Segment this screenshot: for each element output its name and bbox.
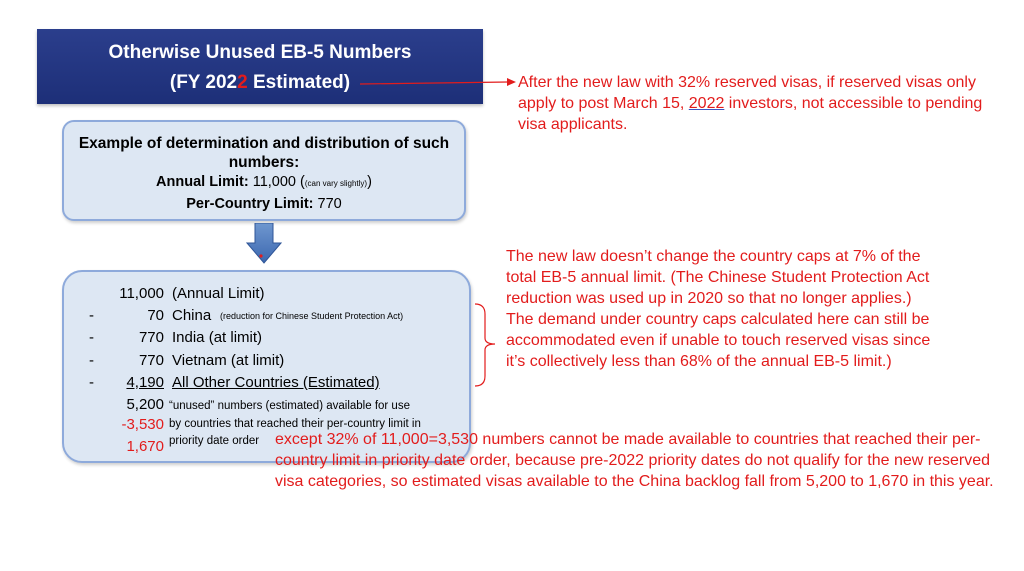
down-arrow-icon (246, 223, 282, 265)
calc-num: 11,000 (119, 285, 164, 302)
calc-label: (Annual Limit) (172, 285, 265, 302)
annual-limit-note: (can vary slightly) (304, 179, 368, 188)
annotation-note-country-caps: The new law doesn’t change the country caps at 7% of the total EB-5 annual limit. (The Chinese Student Protection Act reduction was used up in 2020 so that no longer applies.) The demand under country caps calculated here can still be accommodated even if unable to touch reserved visas since it’s collectively less than 68% of the annual EB-5 limit.) (506, 248, 931, 370)
minus-sign: - (89, 329, 94, 346)
annual-limit-open-paren: ( (300, 174, 305, 190)
annual-limit-close-paren: ) (367, 174, 372, 190)
note1-text-pre: After the new law with 32% reserved visas, if reserved visas only apply to post March 15, (518, 74, 976, 112)
unused-desc-line-1: “unused” numbers (estimated) available for use (169, 400, 410, 412)
calc-num: 4,190 (126, 374, 164, 391)
annual-limit-label: Annual Limit: (156, 174, 249, 190)
annotation-note-china-backlog: except 32% of 11,000=3,530 numbers cannot be made available to countries that reached their per-country limit in priority date order, because pre-2022 priority dates do not qualify for the new reserved visa categories, so estimated visas available to the China backlog fall from 5,200 to 1,670 in this year. (275, 431, 994, 490)
example-heading: Example of determination and distribution of such numbers: (78, 135, 450, 171)
reserved-num: -3,530 (121, 416, 164, 433)
annotation-note-reserved-visas (518, 72, 988, 135)
annual-limit-line (64, 172, 464, 194)
calc-num: 770 (138, 329, 164, 346)
calc-label: Vietnam (at limit) (172, 352, 285, 369)
title-to-note-arrow-head (507, 78, 516, 86)
calc-label: All Other Countries (Estimated) (172, 374, 380, 391)
title-line-2-pre: (FY 202 (169, 72, 238, 93)
annual-limit-value: 11,000 (252, 174, 296, 190)
calc-note: (reduction for Chinese Student Protection Act) (220, 311, 404, 321)
calc-label: China (172, 307, 212, 324)
calc-label: India (at limit) (172, 329, 263, 346)
calc-num: 770 (138, 352, 164, 369)
per-country-limit-value: 770 (317, 196, 342, 212)
minus-sign: - (89, 307, 94, 324)
unused-desc-line-3: priority date order (169, 435, 260, 447)
note1-text-post: investors, not accessible to pending visa applicants. (518, 95, 983, 133)
minus-sign: - (89, 374, 94, 391)
per-country-limit-line (64, 194, 464, 214)
calc-num: 70 (147, 307, 164, 324)
unused-desc-line-2: by countries that reached their per-country limit in (169, 418, 421, 430)
result-num: 1,670 (126, 438, 164, 455)
title-line-2-post: Estimated) (247, 72, 351, 93)
unused-num: 5,200 (126, 396, 164, 413)
note1-year: 2022 (688, 95, 725, 112)
per-country-limit-label: Per-Country Limit: (186, 196, 314, 212)
right-brace-icon (473, 302, 503, 388)
title-to-note-arrow-line (360, 82, 508, 84)
title-year-correction: 2 (237, 72, 248, 93)
title-line-1: Otherwise Unused EB-5 Numbers (108, 42, 412, 63)
example-limits-box (62, 120, 466, 221)
minus-sign: - (89, 352, 94, 369)
